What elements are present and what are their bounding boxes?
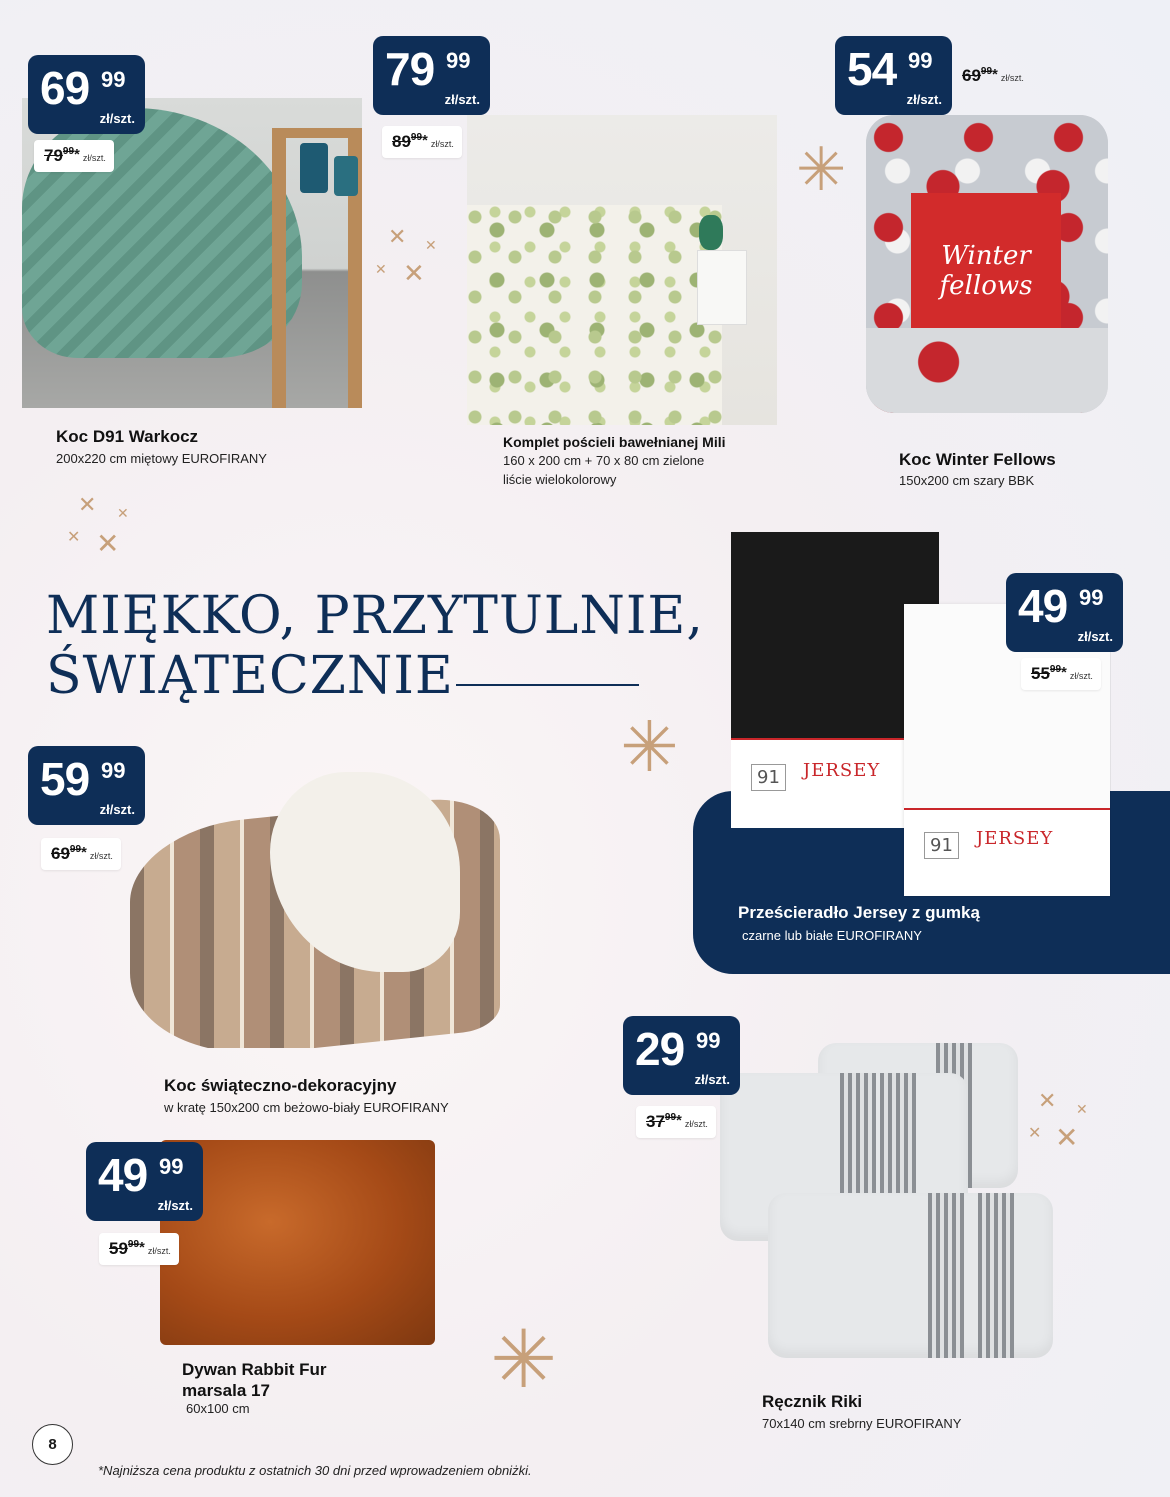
old-price-int: 37 xyxy=(646,1112,665,1131)
dywan-name-2: marsala 17 xyxy=(182,1381,270,1400)
sparkle-icon: ✕ xyxy=(1055,1122,1079,1153)
price-dec: 99 xyxy=(159,1154,184,1179)
koc-d91-price-badge xyxy=(28,55,145,134)
sparkle-icon: ✕ xyxy=(67,529,81,546)
sparkle-icon: ✕ xyxy=(375,261,387,277)
price-int: 59 xyxy=(40,753,90,805)
sparkle-icon: ✕ xyxy=(388,224,407,249)
dywan-name-1: Dywan Rabbit Fur xyxy=(182,1360,327,1379)
old-price-int: 55 xyxy=(1031,664,1050,683)
koc-swiateczny-old-price xyxy=(41,838,121,870)
price-unit: zł/szt. xyxy=(99,802,135,817)
headline-rule xyxy=(456,684,639,686)
pack-title-white: JERSEY xyxy=(976,828,1054,849)
koc-winter-old-price xyxy=(952,60,1032,92)
old-price-int: 79 xyxy=(44,146,63,165)
koc-swiateczny-name: Koc świąteczno-dekoracyjny xyxy=(164,1076,397,1095)
sparkle-icon: ✕ xyxy=(1038,1088,1057,1113)
old-price-unit: zł/szt. xyxy=(430,139,454,149)
sparkle-icon: ✕ xyxy=(96,528,120,559)
sparkle-icon: ✕ xyxy=(117,505,129,521)
koc-d91-desc: 200x220 cm miętowy EUROFIRANY xyxy=(56,451,267,466)
old-price-int: 59 xyxy=(109,1239,128,1258)
price-unit: zł/szt. xyxy=(906,92,942,107)
posciel-mili-image xyxy=(467,115,777,425)
old-price-unit: zł/szt. xyxy=(1000,73,1024,83)
old-price-unit: zł/szt. xyxy=(82,153,106,163)
old-price-dec: 99 xyxy=(980,65,993,77)
price-unit: zł/szt. xyxy=(1077,629,1113,644)
price-dec: 99 xyxy=(101,67,126,92)
old-price-dec: 99 xyxy=(410,131,423,143)
koc-swiateczny-price-badge xyxy=(28,746,145,825)
dywan-old-price xyxy=(99,1233,179,1265)
recznik-old-price xyxy=(636,1106,716,1138)
price-dec: 99 xyxy=(1079,585,1104,610)
old-price-dec: 99 xyxy=(1049,663,1062,675)
price-int: 54 xyxy=(847,43,897,95)
posciel-mili-desc-1: 160 x 200 cm + 70 x 80 cm zielone xyxy=(503,453,705,468)
star-burst-icon: ✳ xyxy=(796,136,847,203)
old-price-dec: 99 xyxy=(127,1238,140,1250)
old-price-int: 69 xyxy=(962,66,981,85)
winter-label-text: Winter fellows xyxy=(939,241,1033,301)
sparkle-icon: ✕ xyxy=(78,492,97,517)
old-price-star: * xyxy=(74,145,80,163)
sparkle-icon: ✕ xyxy=(1076,1101,1088,1117)
headline-line-2: ŚWIĄTECZNIE xyxy=(46,646,454,706)
footnote: *Najniższa cena produktu z ostatnich 30 dni przed wprowadzeniem obniżki. xyxy=(98,1463,532,1478)
koc-swiateczny-image xyxy=(130,772,510,1048)
price-unit: zł/szt. xyxy=(444,92,480,107)
page-number: 8 xyxy=(32,1424,73,1465)
przescieradlo-name: Prześcieradło Jersey z gumką xyxy=(738,903,980,922)
old-price-int: 69 xyxy=(51,844,70,863)
koc-d91-name: Koc D91 Warkocz xyxy=(56,427,199,446)
koc-d91-old-price xyxy=(34,140,114,172)
price-int: 29 xyxy=(635,1023,685,1075)
posciel-mili-old-price xyxy=(382,126,462,158)
price-dec: 99 xyxy=(908,48,933,73)
headline-line-1: MIĘKKO, PRZYTULNIE, xyxy=(46,586,704,646)
old-price-unit: zł/szt. xyxy=(1069,671,1093,681)
star-burst-icon: ✳ xyxy=(490,1315,558,1404)
sparkle-icon: ✕ xyxy=(403,258,425,288)
koc-winter-price-badge xyxy=(835,36,952,115)
old-price-unit: zł/szt. xyxy=(684,1119,708,1129)
old-price-star: * xyxy=(992,65,998,83)
pack-logo-white: 91 xyxy=(924,832,959,859)
price-dec: 99 xyxy=(696,1028,721,1053)
old-price-int: 89 xyxy=(392,132,411,151)
dywan-price-badge xyxy=(86,1142,203,1221)
old-price-star: * xyxy=(1061,663,1067,681)
old-price-dec: 99 xyxy=(62,145,75,157)
koc-winter-desc: 150x200 cm szary BBK xyxy=(899,473,1035,488)
recznik-desc: 70x140 cm srebrny EUROFIRANY xyxy=(762,1416,962,1431)
old-price-unit: zł/szt. xyxy=(89,851,113,861)
posciel-mili-name: Komplet pościeli bawełnianej Mili xyxy=(503,434,726,450)
section-headline xyxy=(46,586,704,706)
old-price-star: * xyxy=(676,1111,682,1129)
price-dec: 99 xyxy=(446,48,471,73)
sparkle-icon: ✕ xyxy=(425,237,437,253)
old-price-dec: 99 xyxy=(664,1111,677,1123)
pack-logo-black: 91 xyxy=(751,764,786,791)
koc-winter-image xyxy=(866,115,1108,413)
price-unit: zł/szt. xyxy=(157,1198,193,1213)
recznik-price-badge xyxy=(623,1016,740,1095)
old-price-star: * xyxy=(422,131,428,149)
price-int: 79 xyxy=(385,43,435,95)
przescieradlo-price-badge xyxy=(1006,573,1123,652)
star-burst-icon: ✳ xyxy=(620,708,679,786)
price-int: 69 xyxy=(40,62,90,114)
old-price-dec: 99 xyxy=(69,843,82,855)
koc-swiateczny-desc: w kratę 150x200 cm beżowo-biały EUROFIRANY xyxy=(164,1100,449,1115)
posciel-mili-price-badge xyxy=(373,36,490,115)
dywan-desc: 60x100 cm xyxy=(186,1401,250,1416)
old-price-unit: zł/szt. xyxy=(147,1246,171,1256)
koc-winter-name: Koc Winter Fellows xyxy=(899,450,1056,469)
old-price-star: * xyxy=(81,843,87,861)
recznik-name: Ręcznik Riki xyxy=(762,1392,863,1411)
price-unit: zł/szt. xyxy=(99,111,135,126)
price-dec: 99 xyxy=(101,758,126,783)
price-int: 49 xyxy=(98,1149,148,1201)
sparkle-icon: ✕ xyxy=(1028,1125,1042,1142)
old-price-star: * xyxy=(139,1238,145,1256)
recznik-image xyxy=(718,1043,1053,1358)
price-unit: zł/szt. xyxy=(694,1072,730,1087)
posciel-mili-desc-2: liście wielokolorowy xyxy=(503,472,617,487)
price-int: 49 xyxy=(1018,580,1068,632)
pack-title-black: JERSEY xyxy=(803,760,881,781)
przescieradlo-old-price xyxy=(1021,658,1101,690)
przescieradlo-desc: czarne lub białe EUROFIRANY xyxy=(742,928,922,943)
